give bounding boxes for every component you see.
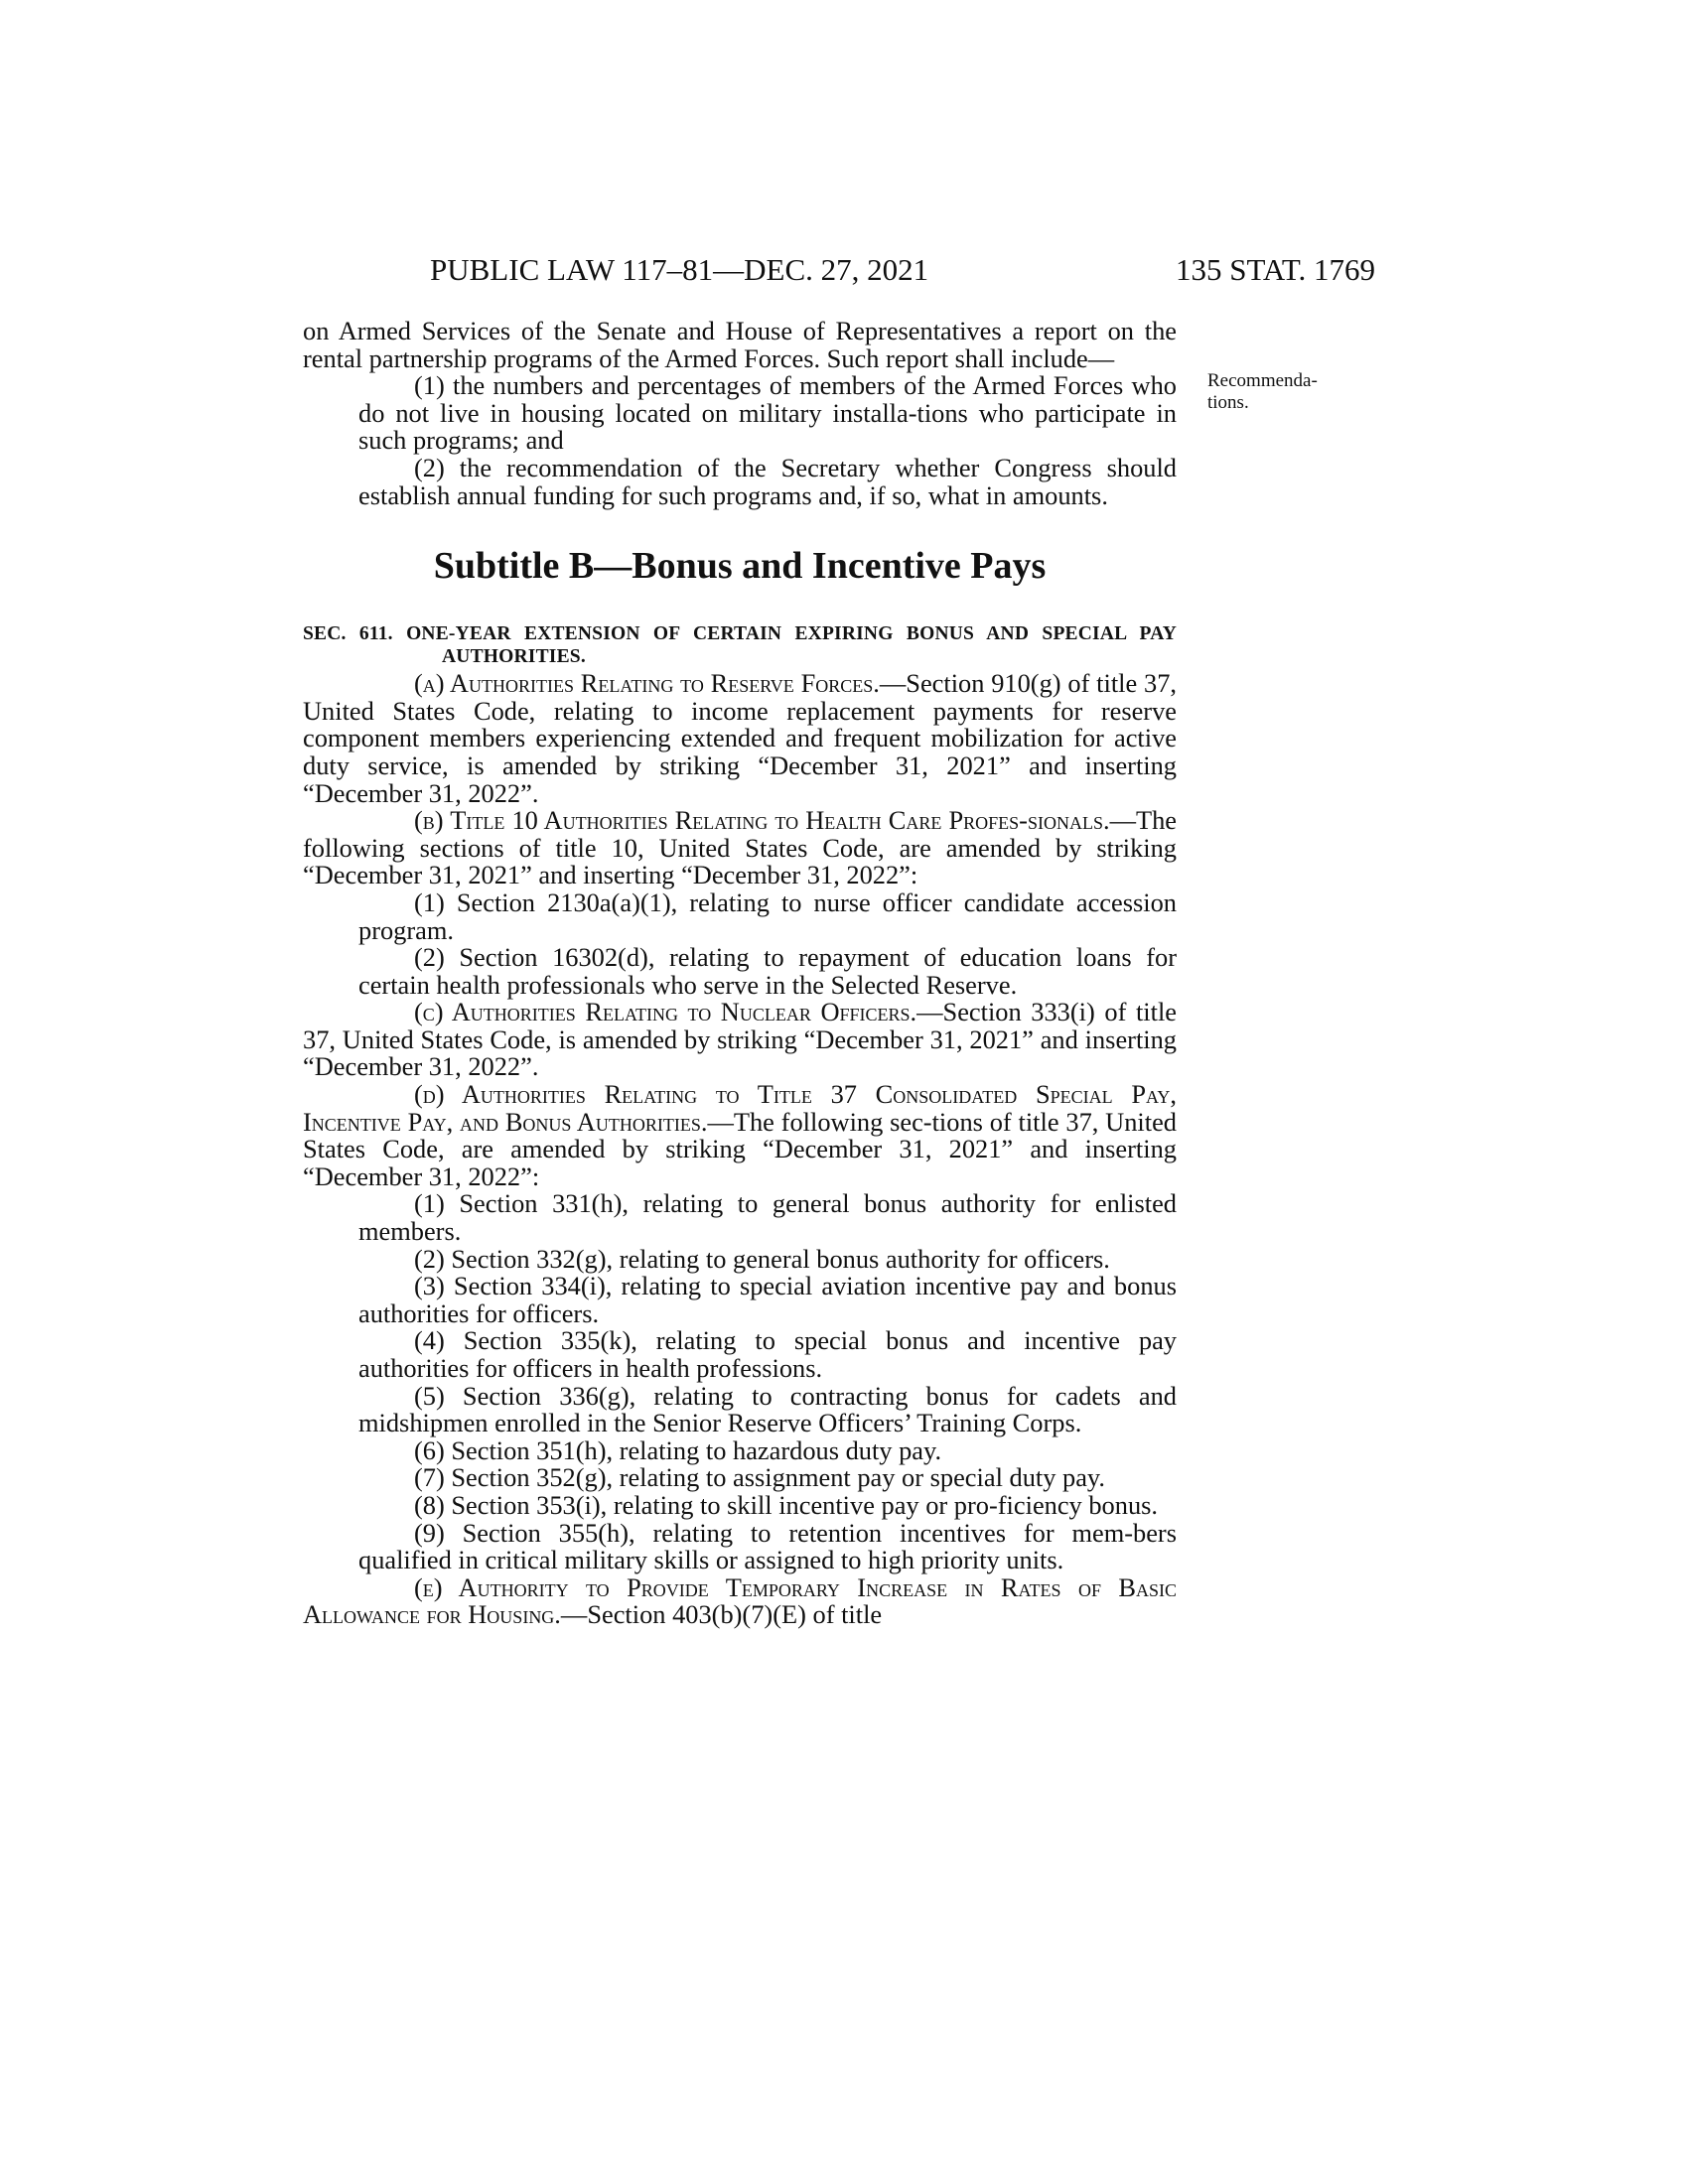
margin-note-line: tions. [1207,392,1249,413]
subsection-e-text: —Section 403(b)(7)(E) of title [560,1599,883,1630]
subsection-e [303,1571,1177,1630]
subtitle-heading: Subtitle B—Bonus and Incentive Pays [433,545,1047,588]
subsection-d-item: (7) Section 352(g), relating to assignment pay or special duty pay. [414,1462,1106,1493]
margin-note [1207,370,1366,414]
intro-item-1: (1) the numbers and percentages of members of the Armed Forces who do not live in housing located on military installa-tions who participate in such programs; and [358,370,1177,456]
subsection-b-text: —The following sections of title 10, United States Code, are amended by striking “December 31, 2021” and inserting “December 31, 2022”: [303,805,1177,890]
subsection-b-item: (1) Section 2130a(a)(1), relating to nurse officer candidate accession program. [358,887,1177,945]
subsection-a-text: —Section 910(g) of title 37, United States Code, relating to income replacement payments for reserve component members experiencing extended and frequent mobilization for active duty service, is amended by striking “December 31, 2021” and inserting “December 31, 2022”. [303,668,1177,808]
subsection-d-item: (4) Section 335(k), relating to special bonus and incentive pay authorities for officers in health professions. [358,1325,1177,1383]
subsection-d-item: (6) Section 351(h), relating to hazardous duty pay. [414,1434,942,1465]
section-title: ONE-YEAR EXTENSION OF CERTAIN EXPIRING BONUS AND SPECIAL PAY AUTHORITIES. [406,623,1177,668]
subsection-c-text: —Section 333(i) of title 37, United States Code, is amended by striking “December 31, 2021” and inserting “December 31, 2022”. [303,997,1177,1082]
subsection-d-item: (8) Section 353(i), relating to skill incentive pay or pro-ficiency bonus. [414,1489,1159,1520]
subsection-d-text: —The following sec-tions of title 37, United States Code, are amended by striking “December 31, 2021” and inserting “December 31, 2022”: [303,1106,1177,1191]
subsection-c-caption: (c) Authorities Relating to Nuclear Officers. [414,997,917,1027]
subsection-d-item: (1) Section 331(h), relating to general bonus authority for enlisted members. [358,1188,1177,1247]
section-number: SEC. 611. [303,623,393,645]
subsection-c [303,999,1177,1081]
subsection-d-item: (9) Section 355(h), relating to retention incentives for mem-bers qualified in critical military skills or assigned to high priority units. [358,1517,1177,1575]
public-law-citation: PUBLIC LAW 117–81—DEC. 27, 2021 [430,252,929,287]
subsection-b-item: (2) Section 16302(d), relating to repayment of education loans for certain health professionals who serve in the Selected Reserve. [358,942,1177,1000]
section-heading [303,622,1177,668]
margin-note-line: Recommenda- [1207,370,1318,391]
subsection-d-item: (3) Section 334(i), relating to special aviation incentive pay and bonus authorities for officers. [358,1271,1177,1328]
statute-page-number: 135 STAT. 1769 [1175,252,1375,287]
subsection-d-item: (5) Section 336(g), relating to contracting bonus for cadets and midshipmen enrolled in the Senior Reserve Officers’ Training Corps. [358,1380,1177,1438]
subsection-d-caption: (d) Authorities Relating to Title 37 Consolidated Special Pay, Incentive Pay, and Bonus Authorities. [303,1079,1177,1137]
running-header [303,250,1375,290]
subsection-e-caption: (e) Authority to Provide Temporary Increase in Rates of Basic Allowance for Housing. [303,1571,1177,1630]
body-text [303,318,1177,1629]
subsection-b-caption: (b) Title 10 Authorities Relating to Health Care Profes-sionals. [414,805,1110,836]
intro-item-2: (2) the recommendation of the Secretary whether Congress should establish annual funding for such programs and, if so, what in amounts. [358,452,1177,510]
subsection-b [303,807,1177,889]
intro-paragraph: on Armed Services of the Senate and House of Representatives a report on the rental partnership programs of the Armed Forces. Such report shall include— [303,316,1177,373]
subsection-a [303,670,1177,807]
subsection-a-caption: (a) Authorities Relating to Reserve Forces. [414,668,880,699]
subsection-d-item: (2) Section 332(g), relating to general bonus authority for officers. [414,1243,1110,1274]
subsection-d [303,1081,1177,1190]
